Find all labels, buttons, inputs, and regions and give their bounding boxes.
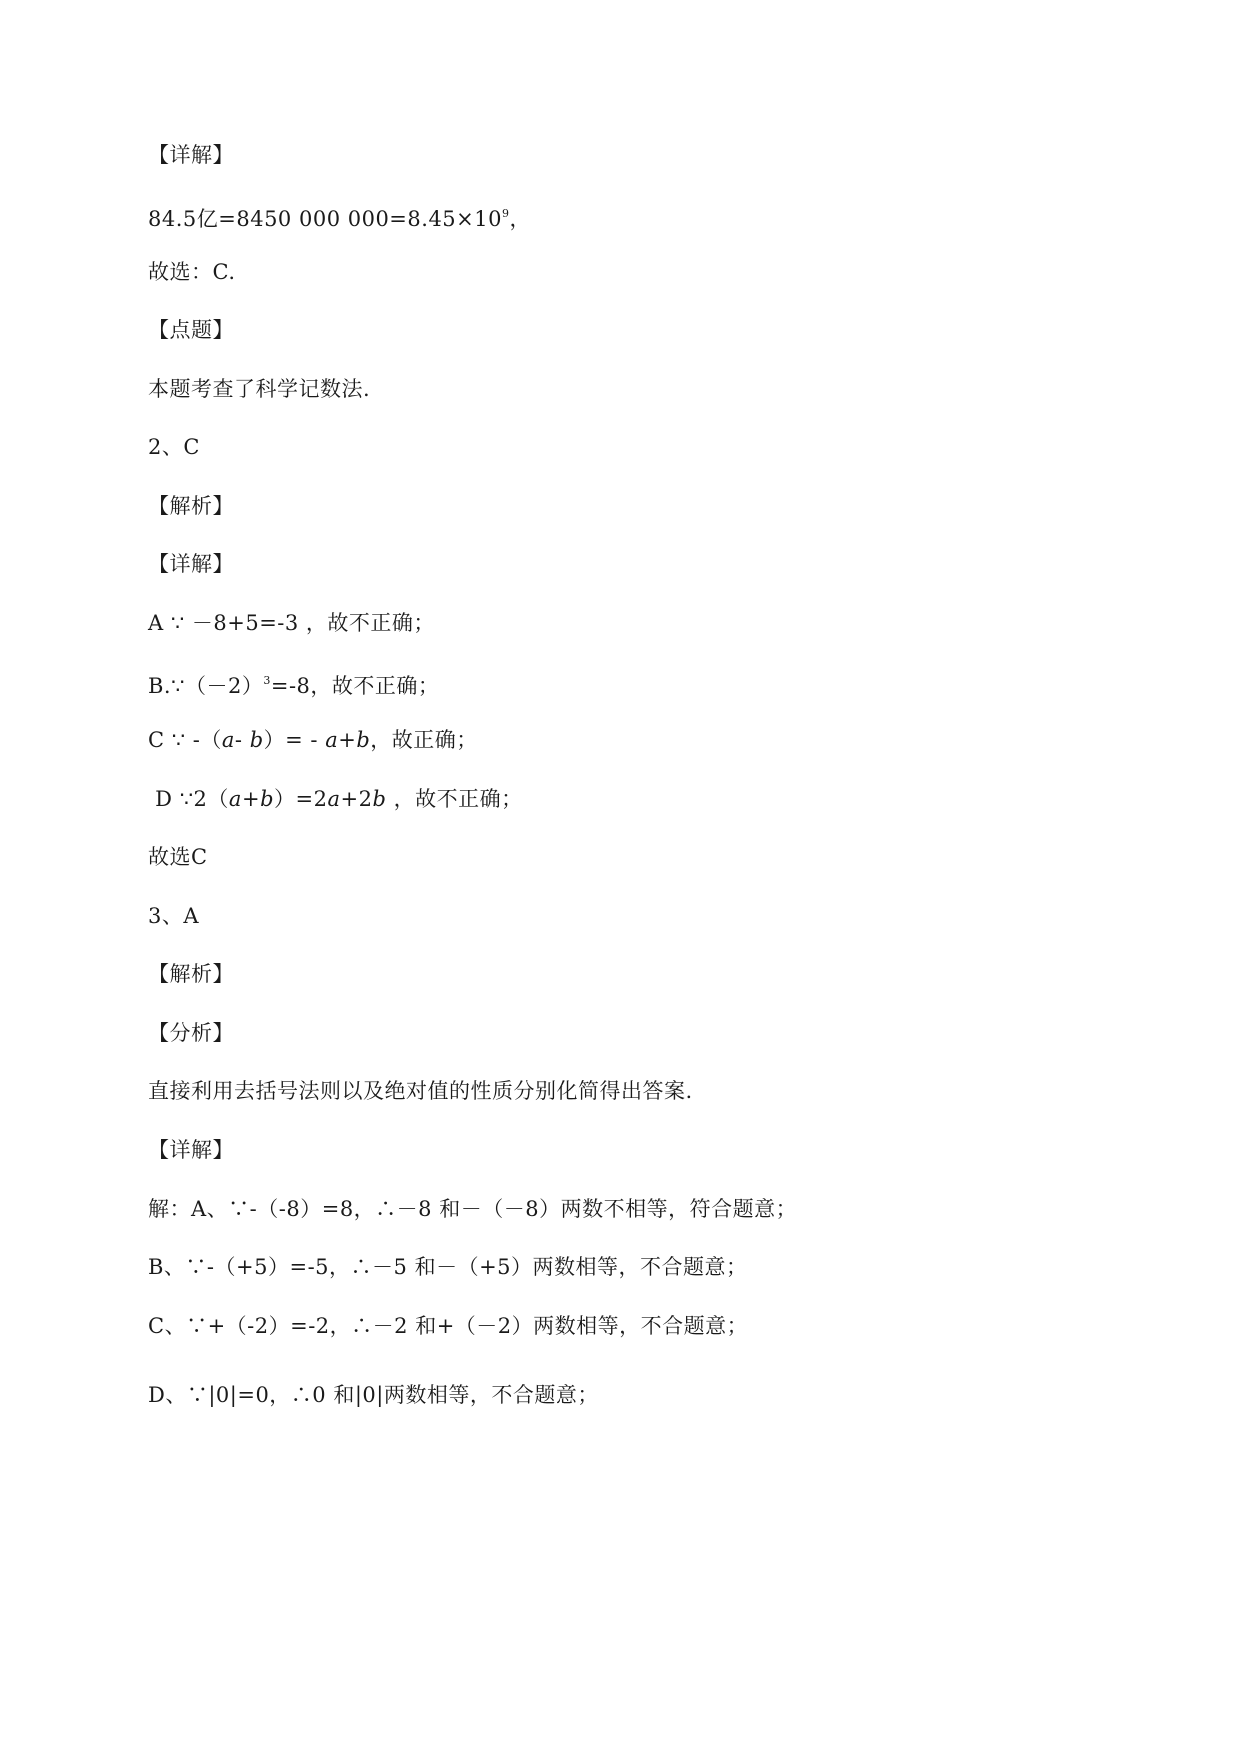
answer-line: 故选C bbox=[148, 845, 208, 869]
option-b-line: $B.\because(-2)^3=-8$，故不正确； bbox=[148, 674, 440, 698]
option-d-line: D ∵2（a+b）=2a+2b ，故不正确； bbox=[148, 787, 523, 811]
section-heading-analysis: 【解析】 bbox=[148, 962, 234, 986]
solution-option-b: B、∵-（+5）=-5，∴－5 和－（+5）两数相等，不合题意； bbox=[148, 1255, 748, 1279]
summary-line: 本题考查了科学记数法. bbox=[148, 377, 371, 401]
exponent: 3 bbox=[263, 674, 271, 687]
option-c-line: C ∵ -（a- b）= - a+b，故正确； bbox=[148, 728, 478, 752]
solution-option-d: D、∵|0|=0，∴0 和|0|两数相等，不合题意； bbox=[148, 1383, 599, 1407]
solution-line-scientific-notation: 84.5亿=8450 000 $000=8.45\times 10^9$， bbox=[148, 207, 531, 231]
solution-option-a: 解：A、∵-（-8）=8，∴－8 和－（－8）两数不相等，符合题意； bbox=[148, 1197, 798, 1221]
section-heading-analysis: 【解析】 bbox=[148, 494, 234, 518]
question-number-3: 3、A bbox=[148, 904, 200, 928]
section-heading-breakdown: 【分析】 bbox=[148, 1021, 234, 1045]
question-number-2: 2、C bbox=[148, 435, 200, 459]
solution-option-c: C、∵+（-2）=-2，∴－2 和+（－2）两数相等，不合题意； bbox=[148, 1314, 749, 1338]
analysis-text: 直接利用去括号法则以及绝对值的性质分别化简得出答案. bbox=[148, 1079, 693, 1103]
section-heading-detail: 【详解】 bbox=[148, 143, 234, 167]
exponent: 9 bbox=[501, 207, 510, 220]
section-heading-detail: 【详解】 bbox=[148, 1138, 234, 1162]
section-heading-detail: 【详解】 bbox=[148, 552, 234, 576]
option-a-line: A ∵ －8+5=-3 ，故不正确； bbox=[148, 611, 435, 635]
answer-line: 故选：C. bbox=[148, 260, 236, 284]
section-heading-point: 【点题】 bbox=[148, 318, 234, 342]
